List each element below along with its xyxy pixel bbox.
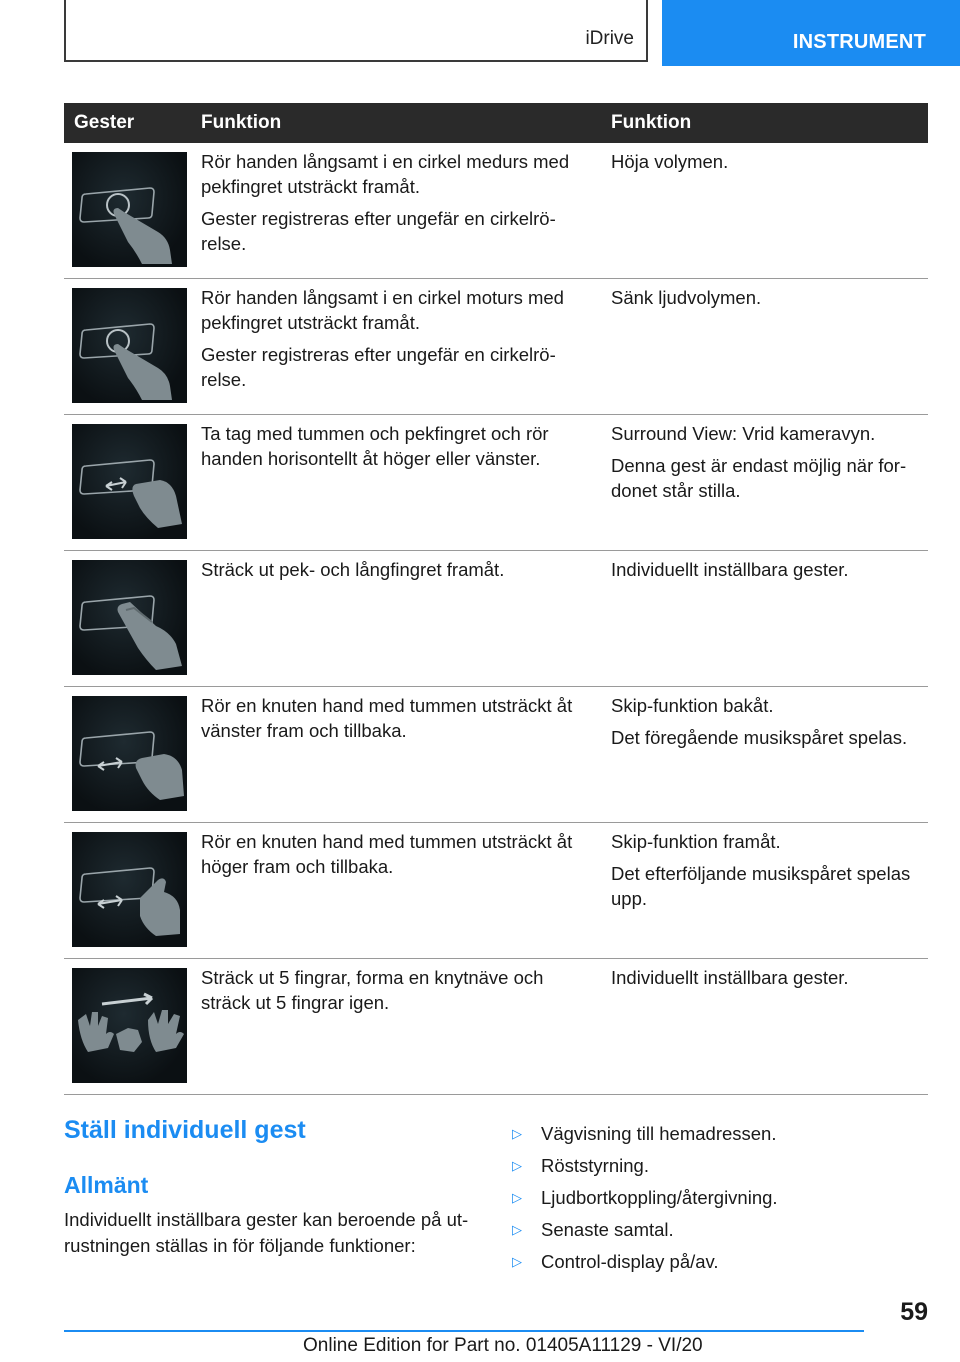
gesture-description bbox=[201, 829, 593, 886]
list-item-label: Control-display på/av. bbox=[541, 1251, 719, 1272]
pinch-swipe-gesture-icon bbox=[72, 424, 187, 539]
gesture-function-line: Surround View: Vrid kameravyn. bbox=[611, 423, 876, 444]
thumb-left-gesture-icon bbox=[72, 696, 187, 811]
tab-idrive[interactable] bbox=[64, 0, 648, 62]
thumb-right-gesture-icon bbox=[72, 832, 187, 947]
gesture-description-line: Sträck ut pek- och långfingret framåt. bbox=[201, 559, 505, 580]
column-header-funktion-desc: Funktion bbox=[201, 112, 282, 133]
triangle-bullet-icon: ▷ bbox=[512, 1126, 522, 1141]
gesture-function bbox=[611, 285, 927, 317]
table-row bbox=[64, 687, 928, 823]
list-item bbox=[512, 1150, 932, 1182]
gesture-function-line: Denna gest är endast möjlig när for-donet står stilla. bbox=[611, 455, 907, 501]
section-body: Individuellt inställbara gester kan beroende på ut-rustningen ställas in för följande funktioner: bbox=[64, 1209, 469, 1256]
gesture-function bbox=[611, 421, 927, 510]
gesture-description bbox=[201, 421, 593, 478]
two-finger-point-gesture-icon bbox=[72, 560, 187, 675]
gesture-description bbox=[201, 693, 593, 750]
gesture-description bbox=[201, 557, 593, 589]
table-header bbox=[64, 103, 928, 143]
list-item bbox=[512, 1214, 932, 1246]
list-item-label: Vägvisning till hemadressen. bbox=[541, 1123, 777, 1144]
gesture-function-line: Individuellt inställbara gester. bbox=[611, 559, 849, 580]
gesture-description bbox=[201, 149, 593, 263]
gesture-function bbox=[611, 829, 927, 918]
triangle-bullet-icon: ▷ bbox=[512, 1190, 522, 1205]
gesture-description-line: Gester registreras efter ungefär en cirkelrö-relse. bbox=[201, 208, 556, 254]
section-title: Ställ individuell gest bbox=[64, 1116, 306, 1144]
circle-counterclockwise-gesture-icon bbox=[72, 288, 187, 403]
gesture-description-line: Gester registreras efter ungefär en cirkelrö-relse. bbox=[201, 344, 556, 390]
gesture-function bbox=[611, 965, 927, 997]
list-item-label: Röststyrning. bbox=[541, 1155, 649, 1176]
gesture-description-line: Rör en knuten hand med tummen utsträckt åt höger fram och tillbaka. bbox=[201, 831, 573, 877]
open-fist-open-gesture-icon bbox=[72, 968, 187, 1083]
table-row bbox=[64, 415, 928, 551]
list-item bbox=[512, 1246, 932, 1278]
section-subtitle: Allmänt bbox=[64, 1172, 149, 1198]
gesture-description-line: Rör handen långsamt i en cirkel moturs med pekfingret utsträckt framåt. bbox=[201, 287, 564, 333]
gesture-description bbox=[201, 965, 593, 1022]
table-row bbox=[64, 959, 928, 1095]
table-row bbox=[64, 823, 928, 959]
gesture-function-line: Skip-funktion framåt. bbox=[611, 831, 781, 852]
tab-idrive-label: iDrive bbox=[585, 28, 634, 49]
gesture-function-line: Sänk ljudvolymen. bbox=[611, 287, 762, 308]
gesture-description-line: Rör en knuten hand med tummen utsträckt åt vänster fram och tillbaka. bbox=[201, 695, 573, 741]
footer-edition: Online Edition for Part no. 01405A11129 - VI/20 bbox=[303, 1335, 703, 1356]
tab-instrument[interactable] bbox=[662, 0, 960, 66]
triangle-bullet-icon: ▷ bbox=[512, 1254, 522, 1269]
list-item-label: Senaste samtal. bbox=[541, 1219, 674, 1240]
list-item bbox=[512, 1182, 932, 1214]
column-header-gester: Gester bbox=[74, 112, 135, 133]
list-item-label: Ljudbortkoppling/återgivning. bbox=[541, 1187, 778, 1208]
table-row bbox=[64, 143, 928, 279]
footer-divider bbox=[64, 1330, 864, 1332]
table-row bbox=[64, 279, 928, 415]
gesture-function-line: Skip-funktion bakåt. bbox=[611, 695, 774, 716]
function-list bbox=[512, 1118, 932, 1278]
triangle-bullet-icon: ▷ bbox=[512, 1222, 522, 1237]
tab-instrument-label: INSTRUMENT bbox=[792, 31, 926, 53]
gesture-function-line: Höja volymen. bbox=[611, 151, 729, 172]
gesture-description-line: Ta tag med tummen och pekfingret och rör handen horisontellt åt höger eller vänster. bbox=[201, 423, 549, 469]
gesture-table bbox=[64, 103, 928, 1095]
column-header-funktion: Funktion bbox=[611, 112, 692, 133]
triangle-bullet-icon: ▷ bbox=[512, 1158, 522, 1173]
gesture-description bbox=[201, 285, 593, 399]
page-header bbox=[0, 0, 960, 66]
page-number: 59 bbox=[900, 1298, 928, 1326]
gesture-function bbox=[611, 693, 927, 757]
gesture-function-line: Det föregående musikspåret spelas. bbox=[611, 727, 908, 748]
circle-clockwise-gesture-icon bbox=[72, 152, 187, 267]
gesture-description-line: Sträck ut 5 fingrar, forma en knytnäve och sträck ut 5 fingrar igen. bbox=[201, 967, 544, 1013]
gesture-function bbox=[611, 149, 927, 181]
gesture-description-line: Rör handen långsamt i en cirkel medurs med pekfingret utsträckt framåt. bbox=[201, 151, 570, 197]
gesture-function-line: Individuellt inställbara gester. bbox=[611, 967, 849, 988]
table-row bbox=[64, 551, 928, 687]
gesture-function-line: Det efterföljande musikspåret spelas upp. bbox=[611, 863, 911, 909]
gesture-function bbox=[611, 557, 927, 589]
list-item bbox=[512, 1118, 932, 1150]
